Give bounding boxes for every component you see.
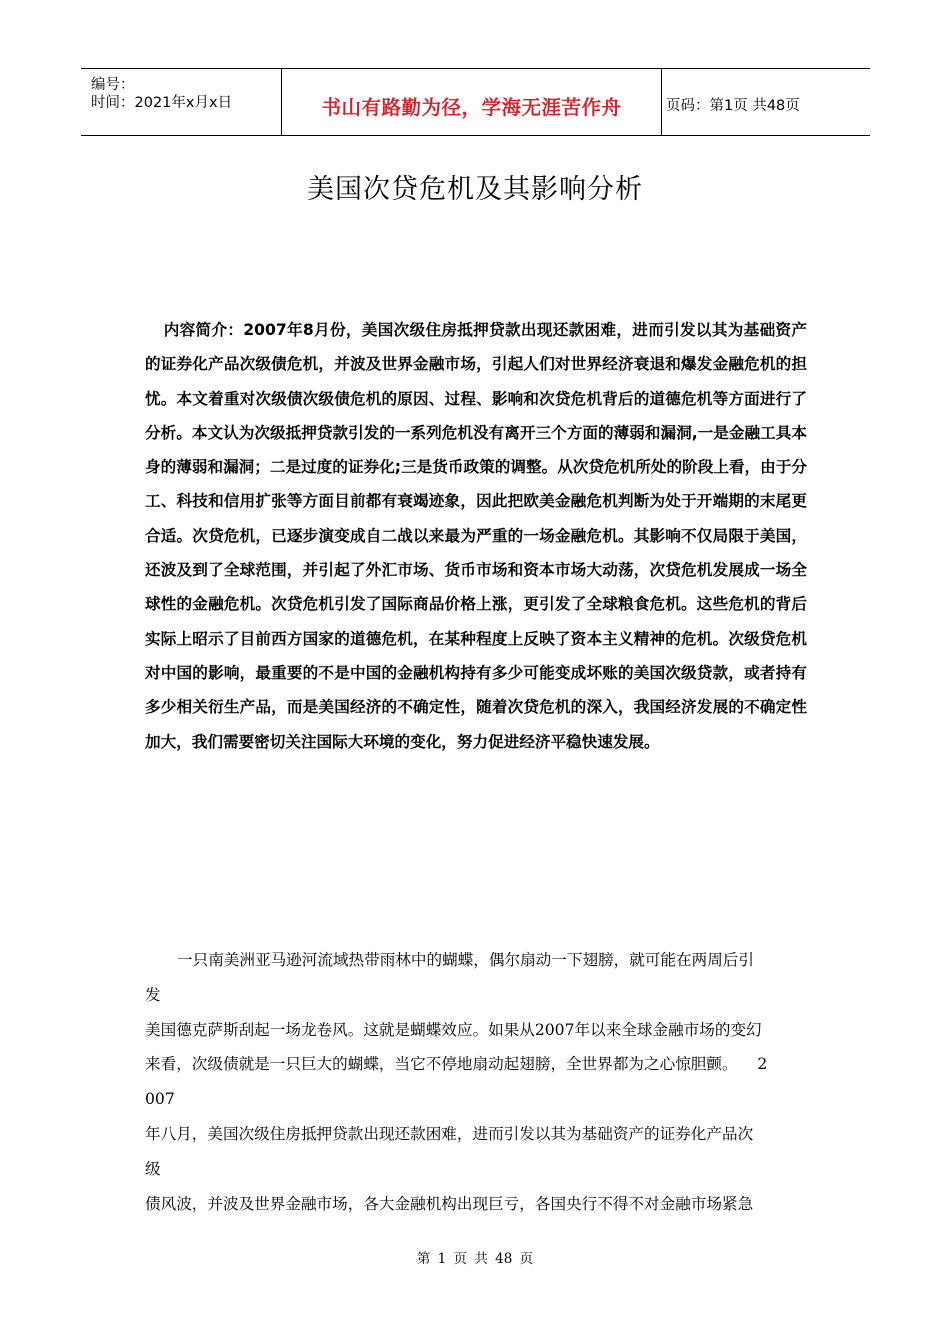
body-line: 来看，次级债就是一只巨大的蝴蝶，当它不停地扇动起翅膀，全世界都为之心惊胆颤。 2: [145, 1055, 768, 1074]
document-title: 美国次贷危机及其影响分析: [307, 174, 643, 205]
header-page-info: 页码：第1页 共48页: [666, 98, 800, 114]
document-time-label: 时间：2021年x月x日: [91, 95, 233, 111]
body-line: 007: [145, 1090, 175, 1109]
body-line: 级: [145, 1159, 161, 1178]
abstract-paragraph: 内容简介：2007年8月份，美国次级住房抵押贷款出现还款困难，进而引发以其为基础资产的证券化产品次级债危机，并波及世界金融市场，引起人们对世界经济衰退和爆发金融危机的担忧。本文着重对次级债次级债危机的原因、过程、影响和次贷危机背后的道德危机等方面进行了分析。本文认为次级抵押贷款引发的一系列危机没有离开三个方面的薄弱和漏洞,一是金融工具本身的薄弱和漏洞；二是过度的证券化;三是货币政策的调整。从次贷危机所处的阶段上看，由于分工、科技和信用扩张等方面目前都有衰竭迹象，因此把欧美金融危机判断为处于开端期的末尾更合适。次贷危机，已逐步演变成自二战以来最为严重的一场金融危机。其影响不仅局限于美国，还波及到了全球范围，并引起了外汇市场、货币市场和资本市场大动荡，次贷危机发展成一场全球性的金融危机。次贷危机引发了国际商品价格上涨，更引发了全球粮食危机。这些危机的背后实际上昭示了目前西方国家的道德危机，在某种程度上反映了资本主义精神的危机。次级贷危机对中国的影响，最重要的不是中国的金融机构持有多少可能变成坏账的美国次级贷款，或者持有多少相关衍生产品，而是美国经济的不确定性，随着次贷危机的深入，我国经济发展的不确定性加大，我们需要密切关注国际大环境的变化，努力促进经济平稳快速发展。: [145, 321, 807, 751]
document-number-label: 编号：: [91, 77, 135, 93]
header-meta-cell: [81, 69, 282, 135]
body-line: 一只南美洲亚马逊河流域热带雨林中的蝴蝶，偶尔扇动一下翅膀，就可能在两周后引: [177, 951, 754, 969]
body-line: 美国德克萨斯刮起一场龙卷风。这就是蝴蝶效应。如果从2007年以来全球金融市场的变幻: [145, 1020, 762, 1039]
body-line: 债风波，并波及世界金融市场，各大金融机构出现巨亏，各国央行不得不对金融市场紧急: [145, 1194, 754, 1213]
header-motto: 书山有路勤为径，学海无涯苦作舟: [321, 96, 622, 119]
page-footer: 第 1 页 共 48 页: [416, 1251, 534, 1267]
body-line: 发: [145, 985, 161, 1004]
header-motto-cell: [282, 69, 662, 135]
body-text: [145, 949, 811, 1227]
header-page-cell: [662, 69, 870, 135]
body-line: 年八月，美国次级住房抵押贷款出现还款困难，进而引发以其为基础资产的证券化产品次: [145, 1124, 754, 1143]
page-header: [81, 68, 870, 136]
